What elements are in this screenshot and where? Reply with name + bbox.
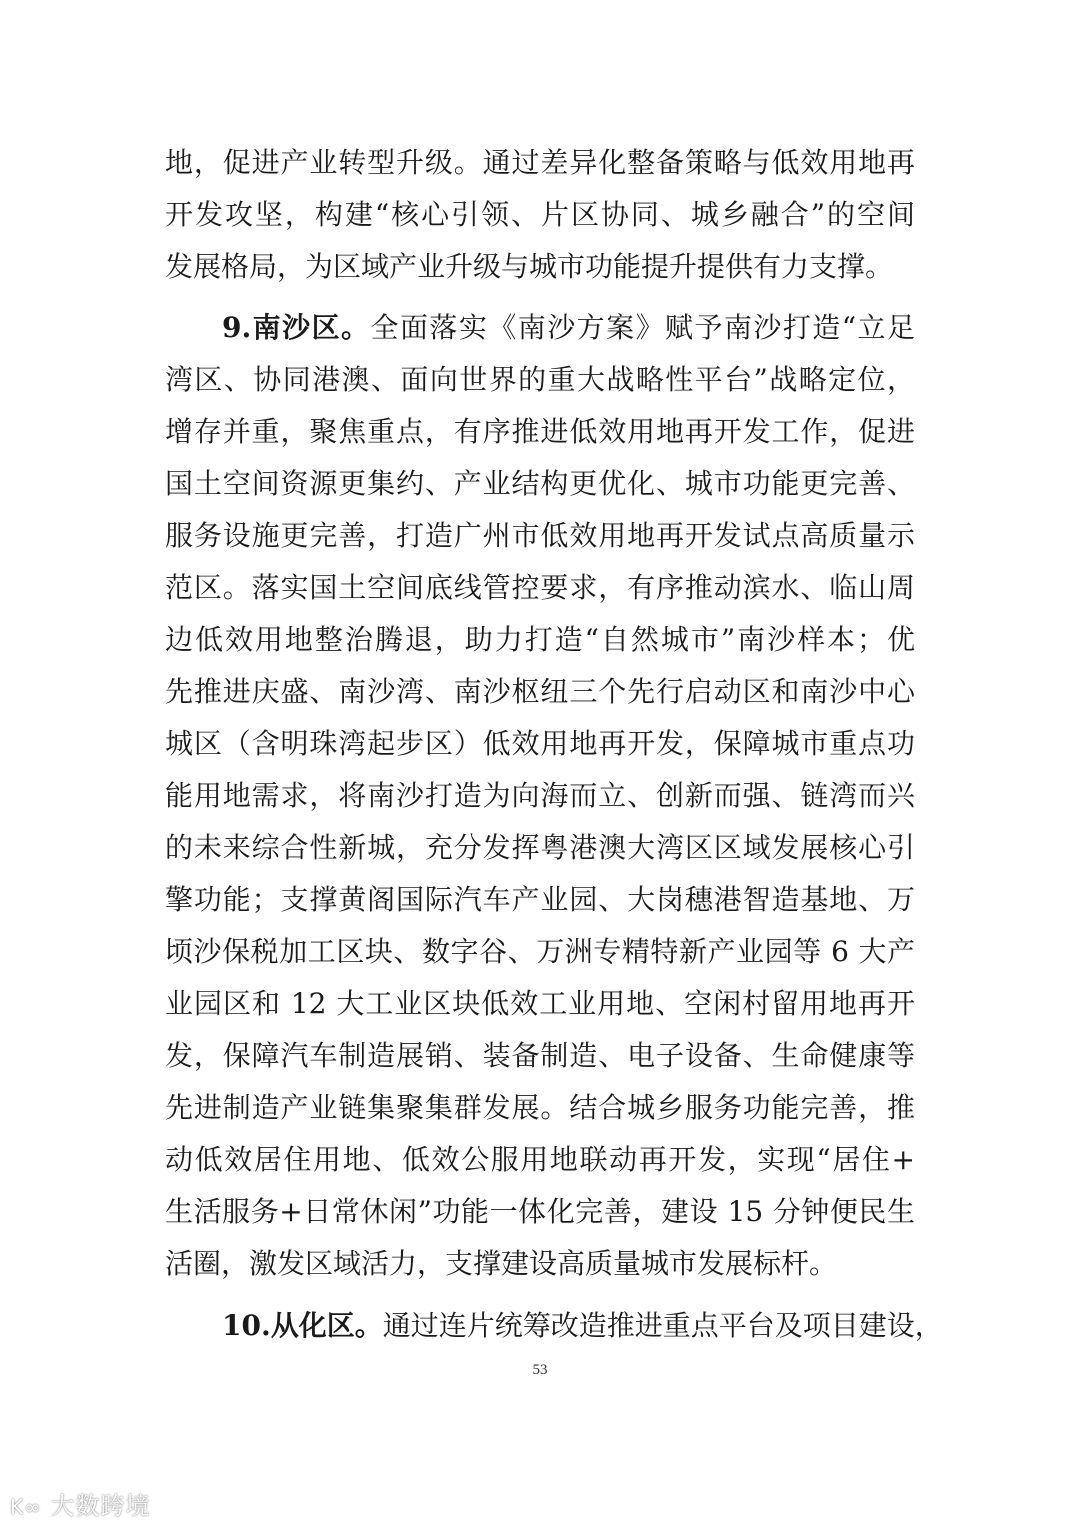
text-line: 范区。落实国土空间底线管控要求，有序推动滨水、临山周 [165, 571, 915, 604]
text-line: 活圈，激发区域活力，支撑建设高质量城市发展标杆。 [165, 1247, 838, 1280]
text-line: 先进制造产业链集聚集群发展。结合城乡服务功能完善，推 [165, 1091, 915, 1124]
text-line [222, 310, 915, 346]
watermark-text: 大数跨境 [50, 1492, 151, 1520]
text-line: 业园区和 12 大工业区块低效工业用地、空闲村留用地再开 [165, 987, 915, 1020]
watermark [10, 1486, 150, 1521]
text-line: 服务设施更完善，打造广州市低效用地再开发试点高质量示 [165, 519, 915, 552]
text-line: 湾区、协同港澳、面向世界的重大战略性平台”战略定位， [165, 363, 915, 396]
page-number: 53 [532, 1362, 548, 1378]
text-line: 边低效用地整治腾退，助力打造“自然城市”南沙样本；优 [165, 623, 915, 656]
section-heading: 9.南沙区。 [222, 311, 371, 344]
text-line [222, 1308, 943, 1344]
text-line: 发，保障汽车制造展销、装备制造、电子设备、生命健康等 [165, 1039, 915, 1072]
text-line: 先推进庆盛、南沙湾、南沙枢纽三个先行启动区和南沙中心 [165, 675, 915, 708]
section-heading: 10.从化区。 [222, 1309, 383, 1342]
text-line: 擎功能；支撑黄阁国际汽车产业园、大岗穗港智造基地、万 [165, 883, 915, 916]
watermark-logo-icon: K∞ [10, 1495, 42, 1519]
text-line: 动低效居住用地、低效公服用地联动再开发，实现“居住+ [165, 1143, 915, 1176]
text-line: 开发攻坚，构建“核心引领、片区协同、城乡融合”的空间 [165, 198, 915, 231]
text-line: 城区（含明珠湾起步区）低效用地再开发，保障城市重点功 [165, 727, 915, 760]
text-span: 全面落实《南沙方案》赋予南沙打造“立足 [370, 311, 915, 344]
text-span: 通过连片统筹改造推进重点平台及项目建设， [382, 1309, 943, 1342]
text-line: 生活服务+日常休闲”功能一体化完善，建设 15 分钟便民生 [165, 1195, 915, 1228]
text-line: 顷沙保税加工区块、数字谷、万洲专精特新产业园等 6 大产 [165, 935, 915, 968]
text-line: 国土空间资源更集约、产业结构更优化、城市功能更完善、 [165, 467, 915, 500]
text-line: 增存并重，聚焦重点，有序推进低效用地再开发工作，促进 [165, 415, 915, 448]
text-line: 地，促进产业转型升级。通过差异化整备策略与低效用地再 [165, 146, 915, 179]
text-line: 发展格局，为区域产业升级与城市功能提升提供有力支撑。 [165, 250, 894, 283]
text-line: 能用地需求，将南沙打造为向海而立、创新而强、链湾而兴 [165, 779, 915, 812]
text-line: 的未来综合性新城，充分发挥粤港澳大湾区区域发展核心引 [165, 831, 915, 864]
